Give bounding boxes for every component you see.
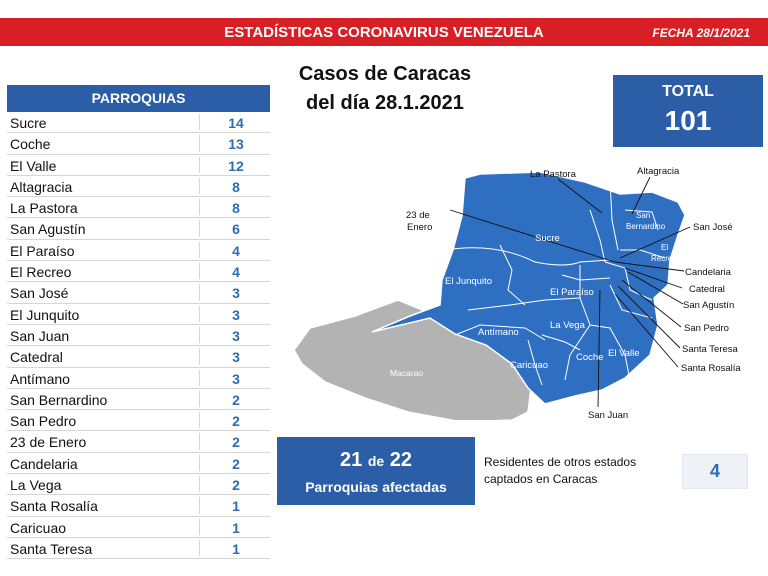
parroquia-name: Altagracia: [10, 178, 73, 195]
callout-san-jose: San José: [693, 222, 733, 233]
column-divider: [199, 412, 200, 428]
title-line-1: Casos de Caracas: [298, 63, 472, 85]
parroquia-name: Sucre: [10, 115, 47, 131]
label-san-bernardino-1: San: [636, 211, 651, 220]
table-row: [7, 304, 270, 325]
column-divider: [199, 178, 200, 194]
column-divider: [199, 391, 200, 407]
table-row: [7, 261, 270, 282]
label-el-valle: El Valle: [608, 348, 640, 359]
table-body: [7, 112, 270, 559]
parroquia-name: Santa Teresa: [10, 540, 93, 557]
table-row: [7, 538, 270, 559]
parroquia-cases: 4: [232, 242, 240, 259]
parroquia-cases: 3: [232, 370, 240, 387]
parroquia-cases: 2: [232, 391, 240, 408]
parroquia-name: Caricuao: [10, 519, 67, 536]
parroquia-name: San José: [10, 285, 69, 302]
parroquia-cases: 2: [232, 434, 240, 451]
table-row: [7, 431, 270, 452]
callout-enero-2: Enero: [407, 222, 433, 233]
parroquia-cases: 14: [228, 115, 244, 131]
table-row: [7, 133, 270, 154]
affected-count-line: [277, 449, 475, 472]
header-title: ESTADÍSTICAS CORONAVIRUS VENEZUELA: [224, 24, 544, 41]
column-divider: [199, 540, 200, 556]
column-divider: [199, 199, 200, 215]
caracas-map: [280, 150, 760, 420]
parroquia-cases: 1: [232, 519, 240, 536]
label-san-bernardino-2: Bernardino: [626, 222, 666, 231]
column-divider: [199, 497, 200, 513]
column-divider: [199, 348, 200, 364]
parroquia-cases: 1: [232, 540, 240, 557]
parroquia-cases: 2: [232, 477, 240, 494]
header-date: FECHA 28/1/2021: [652, 26, 750, 40]
callout-san-pedro: San Pedro: [684, 323, 729, 334]
column-divider: [199, 327, 200, 343]
column-divider: [199, 135, 200, 151]
parroquia-cases: 12: [228, 157, 244, 174]
parroquia-name: La Vega: [10, 477, 62, 494]
parroquia-name: Santa Rosalía: [10, 498, 98, 515]
affected-box: [277, 437, 475, 505]
parroquia-cases: 3: [232, 349, 240, 366]
parroquia-cases: 2: [232, 455, 240, 472]
parroquia-name: San Juan: [10, 327, 70, 344]
label-el-recreo-2: Recreo: [651, 254, 677, 263]
others-text: Residentes de otros estados captados en Caracas: [484, 455, 637, 486]
table-row: [7, 453, 270, 474]
column-divider: [199, 306, 200, 322]
table-row: [7, 325, 270, 346]
callout-santa-teresa: Santa Teresa: [682, 344, 738, 355]
table-row: [7, 176, 270, 197]
callout-san-juan: San Juan: [588, 410, 629, 420]
parroquia-cases: 2: [232, 413, 240, 430]
label-sucre: Sucre: [535, 233, 560, 244]
parroquia-cases: 13: [228, 136, 244, 153]
affected-count: 21: [340, 449, 363, 471]
label-antimano: Antímano: [478, 327, 519, 338]
column-divider: [199, 242, 200, 258]
parroquia-name: Coche: [10, 136, 51, 153]
parroquia-name: San Bernardino: [10, 391, 108, 408]
column-divider: [199, 263, 200, 279]
header-bar: [0, 18, 768, 46]
title-line-2: del día 28.1.2021: [306, 92, 464, 114]
parroquia-cases: 3: [232, 327, 240, 344]
column-divider: [199, 157, 200, 173]
label-caricuao: Caricuao: [510, 360, 549, 371]
column-divider: [199, 455, 200, 471]
column-divider: [199, 433, 200, 449]
parroquia-cases: 8: [232, 178, 240, 195]
callout-santa-rosalia: Santa Rosalía: [681, 363, 741, 374]
parroquia-name: Candelaria: [10, 455, 78, 472]
column-divider: [199, 284, 200, 300]
column-divider: [199, 114, 200, 130]
parroquia-name: El Paraíso: [10, 242, 75, 259]
table-row: [7, 155, 270, 176]
table-row: [7, 517, 270, 538]
callout-candelaria: Candelaria: [685, 267, 731, 278]
parroquia-cases: 3: [232, 306, 240, 323]
affected-total: 22: [389, 449, 412, 471]
parroquia-name: El Valle: [10, 157, 57, 174]
parroquia-cases: 1: [232, 498, 240, 515]
callout-enero-1: 23 de: [406, 210, 430, 221]
table-row: [7, 346, 270, 367]
callout-altagracia: Altagracia: [637, 166, 680, 177]
parroquia-name: San Pedro: [10, 413, 77, 430]
label-coche: Coche: [576, 352, 604, 363]
parroquia-cases: 6: [232, 221, 240, 238]
table-row: [7, 368, 270, 389]
parroquia-cases: 4: [232, 264, 240, 281]
label-el-junquito: El Junquito: [445, 276, 493, 287]
column-divider: [199, 476, 200, 492]
table-row: [7, 218, 270, 239]
parroquia-name: La Pastora: [10, 200, 78, 217]
table-row: [7, 410, 270, 431]
table-row: [7, 474, 270, 495]
column-divider: [199, 519, 200, 535]
affected-connector: de: [367, 453, 385, 469]
callout-catedral: Catedral: [689, 284, 725, 295]
parroquias-table: [7, 85, 270, 559]
table-row: [7, 112, 270, 133]
parroquia-name: San Agustín: [10, 221, 86, 238]
callout-san-agustin: San Agustín: [683, 300, 735, 311]
page-title: [285, 60, 485, 118]
parroquia-name: El Junquito: [10, 306, 80, 323]
column-divider: [199, 220, 200, 236]
total-value: 101: [664, 105, 712, 136]
parroquia-name: El Recreo: [10, 264, 72, 281]
table-header: PARROQUIAS: [7, 85, 270, 112]
callout-la-pastora: La Pastora: [530, 169, 576, 180]
parroquia-cases: 3: [232, 285, 240, 302]
label-macarao: Macarao: [390, 368, 424, 378]
parroquia-name: Catedral: [10, 349, 63, 366]
column-divider: [199, 370, 200, 386]
table-row: [7, 197, 270, 218]
parroquia-name: Antímano: [10, 370, 70, 387]
total-box: [613, 75, 763, 147]
label-el-paraiso: El Paraíso: [550, 287, 594, 298]
total-label: TOTAL: [662, 83, 714, 100]
table-row: [7, 240, 270, 261]
parroquia-name: 23 de Enero: [10, 434, 87, 451]
table-row: [7, 495, 270, 516]
label-el-recreo-1: El: [661, 243, 669, 252]
label-la-vega: La Vega: [550, 320, 585, 331]
affected-label: Parroquias afectadas: [305, 479, 447, 495]
table-row: [7, 389, 270, 410]
table-row: [7, 282, 270, 303]
others-value: 4: [682, 454, 748, 489]
parroquia-cases: 8: [232, 200, 240, 217]
